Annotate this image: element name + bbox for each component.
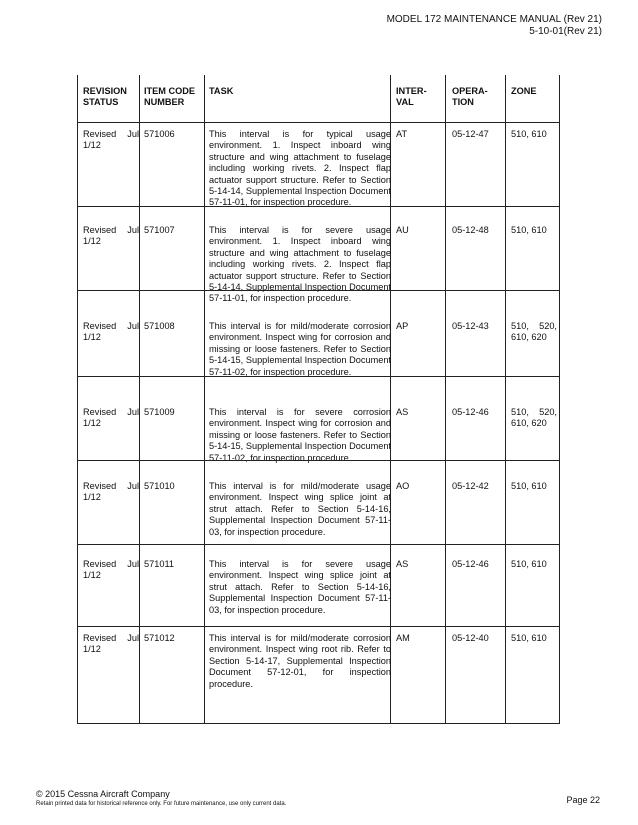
zone-cell: 510, 610: [511, 225, 547, 235]
zone-cell: 510, 520, 610, 620: [511, 407, 557, 429]
column-header-item-code: ITEM CODE NUMBER: [144, 86, 196, 108]
item-code-cell: 571007: [144, 225, 175, 235]
column-header-operation: OPERA- TION: [452, 86, 488, 108]
item-code-cell: 571011: [144, 559, 174, 569]
item-code-cell: 571008: [144, 321, 175, 331]
column-header-task: TASK: [209, 86, 234, 96]
zone-cell: 510, 520, 610, 620: [511, 321, 557, 343]
zone-cell: 510, 610: [511, 481, 547, 491]
interval-cell: AT: [396, 129, 408, 139]
task-cell: This interval is for typical usage environment. 1. Inspect inboard wing structure and wing attachment to fuselage including working rivets. 2. Inspect flap actuator support structure. Refer to Section 5-14-14, Supplemental Inspection Document 57-11-01, for inspection procedure.: [209, 129, 391, 208]
maintenance-table: [77, 75, 560, 724]
task-cell: This interval is for mild/moderate corrosion environment. Inspect wing for corrosion and missing or loose fasteners. Refer to Section 5-14-15, Supplemental Inspection Document 57-11-02, for inspection procedure.: [209, 321, 391, 377]
task-cell: This interval is for mild/moderate usage environment. Inspect wing splice joint at strut attach. Refer to Section 5-14-16, Supplemental Inspection Document 57-11-03, for inspection procedure.: [209, 481, 391, 537]
table-row: [77, 290, 560, 377]
revision-status-cell: Revised Jul 1/12: [83, 559, 139, 581]
item-code-cell: 571010: [144, 481, 175, 491]
task-cell: This interval is for severe usage environment. 1. Inspect inboard wing structure and wing attachment to fuselage including working rivets. 2. Inspect flap actuator support structure. Refer to Section 5-14-14, Supplemental Inspection Document 57-11-01, for inspection procedure.: [209, 225, 391, 304]
interval-cell: AS: [396, 559, 409, 569]
revision-status-cell: Revised Jul 1/12: [83, 225, 139, 247]
item-code-cell: 571012: [144, 633, 175, 643]
zone-cell: 510, 610: [511, 633, 547, 643]
column-header-interval: INTER- VAL: [396, 86, 427, 108]
table-row: [77, 544, 560, 627]
zone-cell: 510, 610: [511, 129, 547, 139]
zone-cell: 510, 610: [511, 559, 547, 569]
interval-cell: AO: [396, 481, 410, 491]
table-row: [77, 376, 560, 461]
table-row: [77, 122, 560, 207]
table-row: [77, 206, 560, 304]
document-date: 5-10-01(Rev 21): [529, 26, 602, 37]
operation-cell: 05-12-46: [452, 559, 489, 569]
operation-cell: 05-12-47: [452, 129, 489, 139]
task-cell: This interval is for severe corrosion environment. Inspect wing for corrosion and missing or loose fasteners. Refer to Section 5-14-15, Supplemental Inspection Document 57-11-02, for inspection procedure.: [209, 407, 391, 463]
page-number: Page 22: [566, 795, 600, 805]
table-header-row: [77, 75, 560, 122]
operation-cell: 05-12-40: [452, 633, 489, 643]
interval-cell: AU: [396, 225, 409, 235]
table-row: [77, 626, 560, 724]
task-cell: This interval is for severe usage environment. Inspect wing splice joint at strut attach. Refer to Section 5-14-16, Supplemental Inspection Document 57-11-03, for inspection procedure.: [209, 559, 391, 615]
interval-cell: AP: [396, 321, 409, 331]
revision-status-cell: Revised Jul 1/12: [83, 481, 139, 503]
copyright-notice: © 2015 Cessna Aircraft Company: [36, 789, 170, 799]
retain-data-note: Retain printed data for historical reference only. For future maintenance, use only current data.: [36, 801, 287, 807]
revision-status-cell: Revised Jul 1/12: [83, 129, 139, 151]
column-header-revision-status: REVISION STATUS: [83, 86, 127, 108]
item-code-cell: 571009: [144, 407, 175, 417]
table-row: [77, 460, 560, 545]
task-cell: This interval is for mild/moderate corrosion environment. Inspect wing root rib. Refer to Section 5-14-17, Supplemental Inspection Document 57-12-01, for inspection procedure.: [209, 633, 391, 689]
manual-title: MODEL 172 MAINTENANCE MANUAL (Rev 21): [386, 14, 602, 25]
item-code-cell: 571006: [144, 129, 175, 139]
revision-status-cell: Revised Jul 1/12: [83, 633, 139, 655]
operation-cell: 05-12-43: [452, 321, 489, 331]
column-header-zone: ZONE: [511, 86, 537, 96]
operation-cell: 05-12-42: [452, 481, 489, 491]
interval-cell: AS: [396, 407, 409, 417]
interval-cell: AM: [396, 633, 410, 643]
operation-cell: 05-12-46: [452, 407, 489, 417]
operation-cell: 05-12-48: [452, 225, 489, 235]
revision-status-cell: Revised Jul 1/12: [83, 407, 139, 429]
revision-status-cell: Revised Jul 1/12: [83, 321, 139, 343]
